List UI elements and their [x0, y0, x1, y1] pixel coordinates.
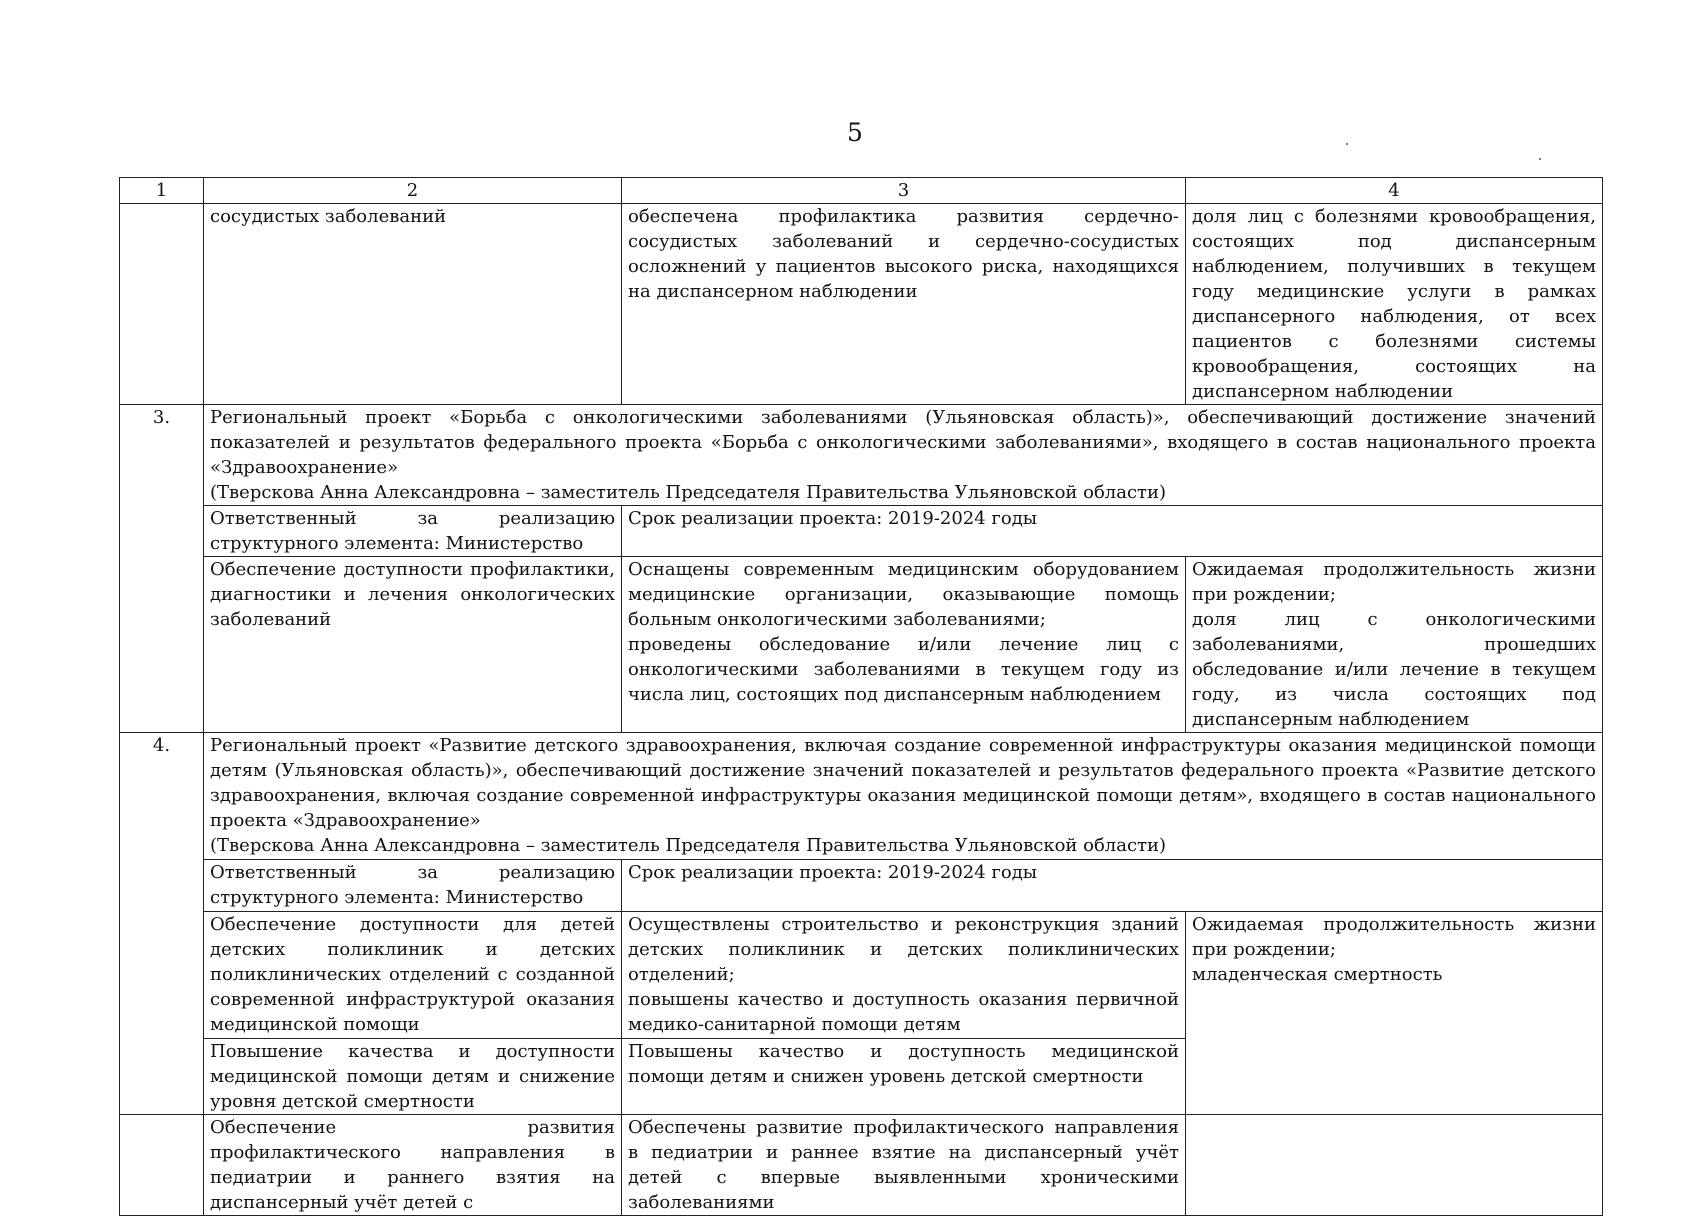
- header-col-3: 3: [622, 178, 1186, 204]
- scan-speck: [1346, 143, 1348, 145]
- section-4-task-2: Повышение качества и доступности медицинской помощи детям и снижение уровня детской смертности: [204, 1039, 622, 1115]
- section-3-title-row: [120, 405, 1603, 506]
- section-3-task: Обеспечение доступности профилактики, диагностики и лечения онкологических заболеваний: [204, 557, 622, 733]
- projects-table: [119, 177, 1603, 1216]
- section-3-curator: (Тверскова Анна Александровна – заместитель Председателя Правительства Ульяновской области): [210, 482, 1167, 503]
- table-header-row: [120, 178, 1603, 204]
- section-3-indicators: Ожидаемая продолжительность жизни при рождении; доля лиц с онкологическими заболеваниями, прошедших обследование и/или лечение в текущем году, из числа состоящих под диспансерным наблюдением: [1186, 557, 1603, 733]
- section-4-responsible-row: [120, 860, 1603, 912]
- section-3-number: 3.: [120, 405, 204, 733]
- section-4-title-row: [120, 733, 1603, 860]
- header-col-1: 1: [120, 178, 204, 204]
- table-row: [120, 557, 1603, 733]
- row-number: [120, 1115, 204, 1216]
- section-3-responsible-row: [120, 506, 1603, 557]
- section-4-indicators-3: [1186, 1115, 1603, 1216]
- section-4-task-1: Обеспечение доступности для детей детских поликлиник и детских поликлинических отделений с созданной современной инфраструктурой оказания медицинской помощи: [204, 912, 622, 1039]
- task-cell: сосудистых заболеваний: [204, 204, 622, 405]
- section-3-term: Срок реализации проекта: 2019-2024 годы: [622, 506, 1603, 557]
- section-3-responsible: Ответственный за реализацию структурного элемента: Министерство: [204, 506, 622, 557]
- scan-speck: [1539, 158, 1541, 160]
- results-cell: обеспечена профилактика развития сердечно-сосудистых заболеваний и сердечно-сосудистых осложнений у пациентов высокого риска, находящихся на диспансерном наблюдении: [622, 204, 1186, 405]
- table-row: [120, 204, 1603, 405]
- table-row: [120, 912, 1603, 1039]
- section-4-results-3: Обеспечены развитие профилактического направления в педиатрии и раннее взятие на диспансерный учёт детей с впервые выявленными хроническими заболеваниями: [622, 1115, 1186, 1216]
- section-4-responsible: Ответственный за реализацию структурного элемента: Министерство: [204, 860, 622, 912]
- section-4-task-3: Обеспечение развития профилактического направления в педиатрии и раннего взятия на диспансерный учёт детей с: [204, 1115, 622, 1216]
- section-4-results-2: Повышены качество и доступность медицинской помощи детям и снижен уровень детской смертности: [622, 1039, 1186, 1115]
- section-3-results: Оснащены современным медицинским оборудованием медицинские организации, оказывающие помощь больным онкологическими заболеваниями; проведены обследование и/или лечение лиц с онкологическими заболеваниями в текущем году из числа лиц, состоящих под диспансерным наблюдением: [622, 557, 1186, 733]
- section-4-title-cell: [204, 733, 1603, 860]
- section-3-title-cell: [204, 405, 1603, 506]
- row-number: [120, 204, 204, 405]
- section-4-curator: (Тверскова Анна Александровна – заместитель Председателя Правительства Ульяновской области): [210, 835, 1167, 856]
- header-col-4: 4: [1186, 178, 1603, 204]
- indicators-cell: доля лиц с болезнями кровообращения, состоящих под диспансерным наблюдением, получивших в текущем году медицинские услуги в рамках диспансерного наблюдения, от всех пациентов с болезнями системы кровообращения, состоящих на диспансерном наблюдении: [1186, 204, 1603, 405]
- section-4-term: Срок реализации проекта: 2019-2024 годы: [622, 860, 1603, 912]
- section-4-results-1: Осуществлены строительство и реконструкция зданий детских поликлиник и детских поликлинических отделений; повышены качество и доступность оказания первичной медико-санитарной помощи детям: [622, 912, 1186, 1039]
- section-3-title: Региональный проект «Борьба с онкологическими заболеваниями (Ульяновская область)», обеспечивающий достижение значений показателей и результатов федерального проекта «Борьба с онкологическими заболеваниями», входящего в состав национального проекта «Здравоохранение»: [210, 407, 1596, 478]
- section-4-indicators: Ожидаемая продолжительность жизни при рождении; младенческая смертность: [1186, 912, 1603, 1115]
- table-row: [120, 1115, 1603, 1216]
- section-4-number: 4.: [120, 733, 204, 1115]
- page-number: 5: [847, 118, 863, 147]
- header-col-2: 2: [204, 178, 622, 204]
- section-4-title: Региональный проект «Развитие детского здравоохранения, включая создание современной инфраструктуры оказания медицинской помощи детям (Ульяновская область)», обеспечивающий достижение значений показателей и результатов федерального проекта «Развитие детского здравоохранения, включая создание современной инфраструктуры оказания медицинской помощи детям», входящего в состав национального проекта «Здравоохранение»: [210, 735, 1596, 831]
